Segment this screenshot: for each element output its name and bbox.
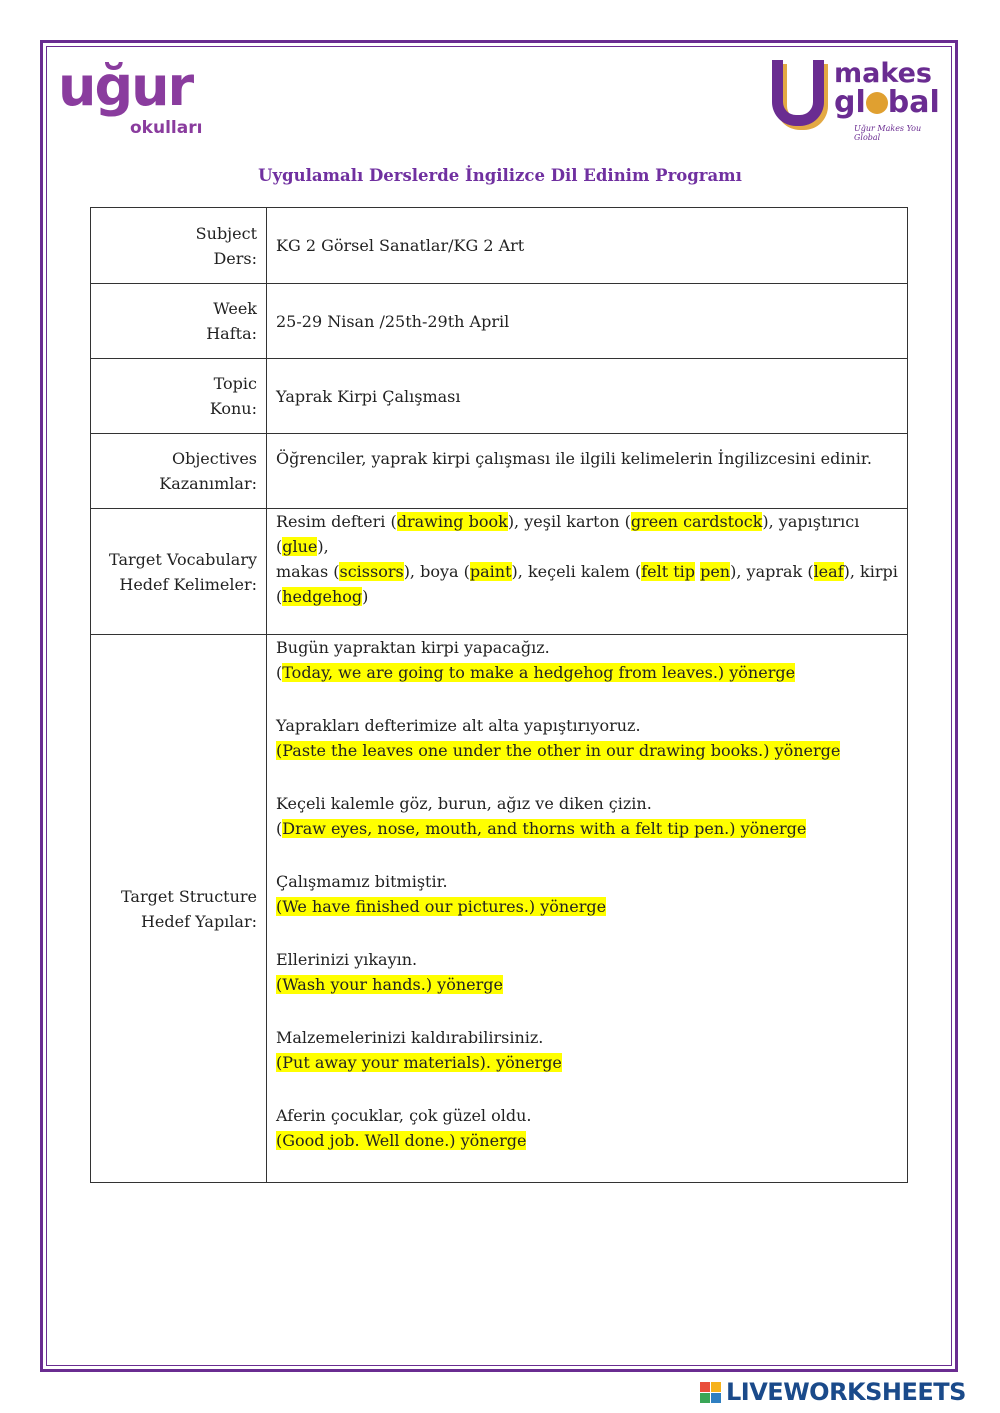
structure-tr: Yaprakları defterimize alt alta yapıştırıyoruz. bbox=[276, 716, 641, 735]
structure-en: (Good job. Well done.) yönerge bbox=[276, 1131, 527, 1150]
logo-tagline: Uğur Makes You Global bbox=[854, 124, 922, 142]
structure-item bbox=[276, 1025, 898, 1075]
vocab-term: paint bbox=[469, 562, 512, 581]
document-title: Uygulamalı Derslerde İngilizce Dil Edinim Programı bbox=[258, 166, 742, 185]
structure-tr: Bugün yapraktan kirpi yapacağız. bbox=[276, 638, 550, 657]
globe-icon bbox=[866, 92, 888, 114]
liveworksheets-logo-icon bbox=[700, 1382, 722, 1404]
liveworksheets-brand: LIVEWORKSHEETS bbox=[726, 1378, 966, 1406]
vocab-term: scissors bbox=[339, 562, 404, 581]
structure-en: (Wash your hands.) yönerge bbox=[276, 975, 503, 994]
u-makes-global-logo bbox=[772, 58, 944, 140]
table-row-objectives bbox=[91, 434, 908, 509]
logo-global: gl bal bbox=[834, 85, 940, 120]
vocab-term: drawing book bbox=[396, 512, 508, 531]
lesson-plan-table bbox=[90, 207, 908, 1183]
structure-item: Keçeli kalemle göz, burun, ağız ve diken çizin. (Draw eyes, nose, mouth, and thorns with a felt tip pen.) yönerge bbox=[276, 791, 898, 841]
structure-en: (Put away your materials). yönerge bbox=[276, 1053, 562, 1072]
structure-tr: Keçeli kalemle göz, burun, ağız ve diken çizin. bbox=[276, 794, 652, 813]
vocab-term: green cardstock bbox=[630, 512, 763, 531]
vocab-term: felt tip bbox=[641, 562, 695, 581]
row-label: Topic Konu: bbox=[91, 359, 267, 434]
structure-en: (We have finished our pictures.) yönerge bbox=[276, 897, 607, 916]
structure-item bbox=[276, 713, 898, 763]
row-label: Target Vocabulary Hedef Kelimeler: bbox=[91, 509, 267, 635]
structure-tr: Çalışmamız bitmiştir. bbox=[276, 872, 448, 891]
row-value: 25-29 Nisan /25th-29th April bbox=[267, 284, 908, 359]
table-row-topic bbox=[91, 359, 908, 434]
logo-subword: okulları bbox=[130, 118, 203, 138]
logo-makes: makes bbox=[834, 58, 932, 89]
structure-en: (Paste the leaves one under the other in our drawing books.) yönerge bbox=[276, 741, 841, 760]
ugur-okullari-logo bbox=[58, 55, 208, 142]
structure-item bbox=[276, 947, 898, 997]
row-label: Target Structure Hedef Yapılar: bbox=[91, 635, 267, 1183]
vocab-term: glue bbox=[282, 537, 318, 556]
table-row-vocabulary bbox=[91, 509, 908, 635]
structure-item bbox=[276, 1103, 898, 1153]
structure-tr: Malzemelerinizi kaldırabilirsiniz. bbox=[276, 1028, 544, 1047]
table-row-subject bbox=[91, 208, 908, 284]
row-value: Öğrenciler, yaprak kirpi çalışması ile ilgili kelimelerin İngilizcesini edinir. bbox=[267, 434, 908, 509]
structure-value bbox=[267, 635, 908, 1183]
vocab-term: hedgehog bbox=[282, 587, 363, 606]
structure-en: Today, we are going to make a hedgehog from leaves.) yönerge bbox=[282, 663, 796, 682]
vocabulary-value: Resim defteri (drawing book), yeşil karton (green cardstock), yapıştırıcı (glue), makas (scissors), boya (paint), keçeli kalem (felt tip pen), yaprak (leaf), kirpi (hedgehog) bbox=[267, 509, 908, 635]
structure-en: Draw eyes, nose, mouth, and thorns with a felt tip pen.) yönerge bbox=[282, 819, 807, 838]
logo-word: uğur bbox=[58, 55, 193, 118]
row-label: Objectives Kazanımlar: bbox=[91, 434, 267, 509]
row-label: Subject Ders: bbox=[91, 208, 267, 284]
vocab-term: leaf bbox=[813, 562, 844, 581]
structure-tr: Ellerinizi yıkayın. bbox=[276, 950, 418, 969]
vocab-term: pen bbox=[700, 562, 731, 581]
structure-item: Bugün yapraktan kirpi yapacağız. (Today, we are going to make a hedgehog from leaves.) yönerge bbox=[276, 635, 898, 685]
u-letter-icon bbox=[772, 60, 828, 130]
row-value: KG 2 Görsel Sanatlar/KG 2 Art bbox=[267, 208, 908, 284]
table-row-week bbox=[91, 284, 908, 359]
structure-tr: Aferin çocuklar, çok güzel oldu. bbox=[276, 1106, 532, 1125]
row-label: Week Hafta: bbox=[91, 284, 267, 359]
structure-item bbox=[276, 869, 898, 919]
row-value: Yaprak Kirpi Çalışması bbox=[267, 359, 908, 434]
table-row-structure bbox=[91, 635, 908, 1183]
liveworksheets-footer[interactable] bbox=[700, 1378, 995, 1408]
